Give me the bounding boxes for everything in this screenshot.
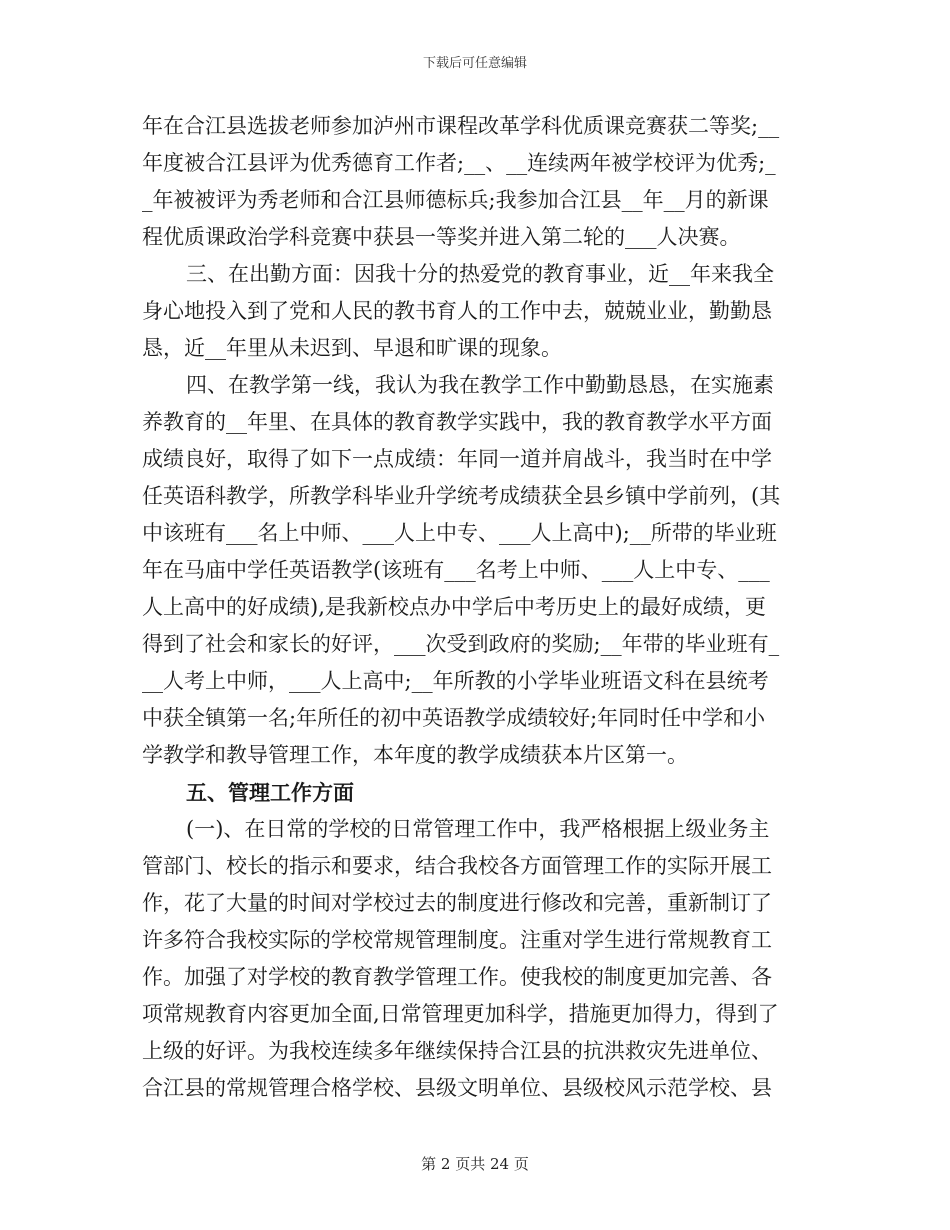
text-line: 许多符合我校实际的学校常规管理制度。注重对学生进行常规教育工: [142, 928, 772, 952]
text-line: 作，花了大量的时间对学校过去的制度进行修改和完善，重新制订了: [142, 891, 772, 915]
text-line: 年在马庙中学任英语教学(该班有___名考上中师、___人上中专、___: [142, 558, 770, 582]
page-footer: 第 2 页共 24 页: [421, 1155, 529, 1173]
document-body: [142, 108, 802, 1107]
text-line: 人上高中的好成绩),是我新校点办中学后中考历史上的最好成绩，更: [142, 595, 766, 619]
text-line: 年度被合江县评为优秀德育工作者;__、__连续两年被学校评为优秀;_: [142, 151, 776, 175]
text-line: 恳，近__年里从未迟到、早退和旷课的现象。: [142, 336, 562, 360]
text-line: 中获全镇第一名;年所任的初中英语教学成绩较好;年同时任中学和小: [142, 706, 766, 730]
text-line: 身心地投入到了党和人民的教书育人的工作中去，兢兢业业，勤勤恳: [142, 299, 772, 323]
page-header: 下载后可任意编辑: [422, 56, 527, 71]
text-line: 合江县的常规管理合格学校、县级文明单位、县级校风示范学校、县: [142, 1076, 772, 1100]
text-line: 四、在教学第一线，我认为我在教学工作中勤勤恳恳，在实施素: [186, 373, 774, 397]
section-heading: 五、管理工作方面: [186, 780, 354, 805]
text-line: 项常规教育内容更加全面,日常管理更加科学，措施更加得力，得到了: [142, 1002, 779, 1026]
text-line: 上级的好评。为我校连续多年继续保持合江县的抗洪救灾先进单位、: [142, 1039, 772, 1063]
text-line: 管部门、校长的指示和要求，结合我校各方面管理工作的实际开展工: [142, 854, 772, 878]
text-line: 养教育的__年里、在具体的教育教学实践中，我的教育教学水平方面: [142, 410, 772, 434]
text-line: 年在合江县选拔老师参加泸州市课程改革学科优质课竞赛获二等奖;__: [142, 114, 780, 138]
text-line: 程优质课政治学科竞赛中获县一等奖并进入第二轮的___人决赛。: [142, 225, 741, 249]
text-line: 得到了社会和家长的好评，___次受到政府的奖励;__年带的毕业班有_: [142, 632, 780, 656]
text-line: (一)、在日常的学校的日常管理工作中，我严格根据上级业务主: [186, 817, 770, 841]
text-line: 任英语科教学，所教学科毕业升学统考成绩获全县乡镇中学前列，(其: [142, 484, 781, 508]
text-line: 学教学和教导管理工作，本年度的教学成绩获本片区第一。: [142, 743, 688, 767]
text-line: __人考上中师，___人上高中;__年所教的小学毕业班语文科在县统考: [142, 669, 769, 693]
text-line: 成绩良好，取得了如下一点成绩：年同一道并肩战斗，我当时在中学: [142, 447, 772, 471]
text-line: 中该班有___名上中师、___人上中专、___人上高中);__所带的毕业班: [142, 521, 777, 545]
text-line: _年被被评为秀老师和合江县师德标兵;我参加合江县__年__月的新课: [142, 188, 769, 212]
text-line: 作。加强了对学校的教育教学管理工作。使我校的制度更加完善、各: [142, 965, 772, 989]
text-line: 三、在出勤方面：因我十分的热爱党的教育事业，近__年来我全: [186, 262, 774, 286]
